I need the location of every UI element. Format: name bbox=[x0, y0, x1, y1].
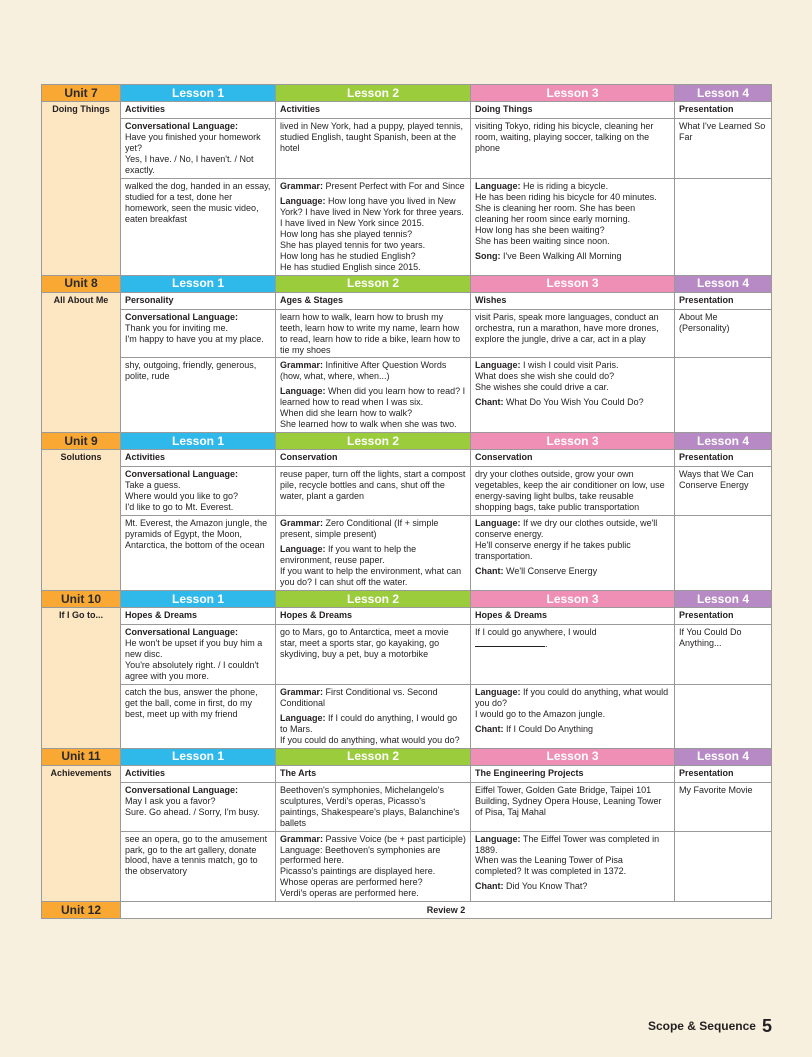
unit-label: Unit 8 bbox=[42, 275, 121, 292]
cell-line: visit Paris, speak more languages, conduct an orchestra, run a marathon, have more drones, explore the jungle, drive a car, act in a play bbox=[475, 311, 659, 344]
lesson-header: Lesson 1 bbox=[121, 748, 276, 765]
cell-line: visiting Tokyo, riding his bicycle, cleaning her room, waiting, playing soccer, talking on the phone bbox=[475, 121, 654, 153]
unit-label: Unit 12 bbox=[42, 902, 121, 919]
cell-line: First Conditional vs. Second Conditional bbox=[280, 686, 438, 708]
cell-block bbox=[475, 518, 670, 562]
cell-block bbox=[679, 469, 767, 491]
cell-block bbox=[280, 834, 466, 900]
topic-row bbox=[42, 607, 772, 624]
cell-line: learn how to walk, learn how to brush my teeth, learn how to write my name, learn how to read, learn how to ride a bike, learn how to tie my shoes bbox=[280, 311, 461, 355]
cell-line: Sure. Go ahead. / Sorry, I'm busy. bbox=[125, 806, 260, 817]
content-cell bbox=[675, 831, 772, 902]
cell-block bbox=[280, 360, 466, 382]
content-cell bbox=[121, 467, 276, 516]
cell-line: About Me (Personality) bbox=[679, 311, 730, 333]
cell-block bbox=[475, 687, 670, 720]
cell-line: He'll conserve energy if he takes public transportation. bbox=[475, 540, 631, 562]
topic-heading: Conservation bbox=[471, 450, 675, 467]
lesson-header: Lesson 4 bbox=[675, 85, 772, 102]
cell-block bbox=[280, 469, 466, 502]
content-cell bbox=[471, 178, 675, 275]
cell-block bbox=[475, 121, 670, 154]
lesson-header: Lesson 2 bbox=[276, 748, 471, 765]
cell-block: If I could go anywhere, I would . bbox=[475, 626, 597, 649]
cell-block bbox=[125, 312, 271, 345]
cell-line: My Favorite Movie bbox=[679, 784, 753, 795]
lesson-header: Lesson 2 bbox=[276, 85, 471, 102]
lesson-header: Lesson 3 bbox=[471, 275, 675, 292]
cell-line: She is cleaning her room. She has been cleaning her room since early morning. bbox=[475, 202, 636, 224]
content-cell bbox=[471, 684, 675, 748]
cell-label: Chant: bbox=[475, 566, 504, 577]
topic-heading: Hopes & Dreams bbox=[121, 607, 276, 624]
lesson-header: Lesson 1 bbox=[121, 275, 276, 292]
cell-line: If I could go anywhere, I would bbox=[475, 626, 597, 637]
cell-line: lived in New York, had a puppy, played tennis, studied English, taught Spanish, been at the hotel bbox=[280, 121, 463, 153]
content-cell bbox=[121, 119, 276, 179]
cell-label: Grammar: bbox=[280, 180, 324, 191]
content-row-bottom bbox=[42, 831, 772, 902]
cell-line: She has been waiting since noon. bbox=[475, 235, 610, 246]
cell-line: Yes, I have. / No, I haven't. / Not exactly. bbox=[125, 153, 254, 175]
cell-line: dry your clothes outside, grow your own vegetables, keep the air conditioner on low, use energy-saving light bulbs, take reusable shopping bags, take public transportation bbox=[475, 469, 665, 513]
topic-heading: Presentation bbox=[675, 765, 772, 782]
content-row-bottom bbox=[42, 516, 772, 591]
cell-line: I'd like to go to Mt. Everest. bbox=[125, 502, 234, 513]
unit-12-row bbox=[42, 902, 772, 919]
unit-theme: If I Go to... bbox=[42, 607, 121, 748]
content-cell bbox=[121, 178, 276, 275]
lesson-header: Lesson 1 bbox=[121, 433, 276, 450]
cell-label: Language: bbox=[475, 180, 521, 191]
content-cell bbox=[471, 119, 675, 179]
unit-header-row bbox=[42, 748, 772, 765]
topic-heading: Activities bbox=[121, 450, 276, 467]
lesson-header: Lesson 4 bbox=[675, 590, 772, 607]
topic-row bbox=[42, 292, 772, 309]
unit-theme: All About Me bbox=[42, 292, 121, 433]
cell-block bbox=[280, 121, 466, 154]
lesson-header: Lesson 3 bbox=[471, 433, 675, 450]
cell-block bbox=[475, 360, 670, 393]
topic-heading: Presentation bbox=[675, 102, 772, 119]
content-row-top bbox=[42, 624, 772, 684]
lesson-header: Lesson 4 bbox=[675, 275, 772, 292]
footer-title: Scope & Sequence bbox=[647, 1019, 756, 1033]
cell-line: How long have you lived in New York? I have lived in New York for three years. I have lived in New York since 2015. bbox=[280, 195, 464, 228]
content-cell bbox=[121, 516, 276, 591]
topic-heading: Presentation bbox=[675, 292, 772, 309]
cell-block bbox=[280, 196, 466, 273]
cell-label: Language: bbox=[280, 386, 326, 397]
cell-block bbox=[280, 312, 466, 356]
cell-line: Ways that We Can Conserve Energy bbox=[679, 469, 754, 491]
fill-in-blank bbox=[475, 638, 545, 647]
cell-line: If you could do anything, what would you do? bbox=[280, 734, 460, 745]
content-cell bbox=[276, 358, 471, 433]
cell-line: I've Been Walking All Morning bbox=[503, 250, 622, 261]
cell-label: Conversational Language: bbox=[125, 784, 239, 795]
cell-block bbox=[125, 518, 271, 551]
cell-block bbox=[280, 181, 466, 192]
cell-block bbox=[475, 312, 670, 345]
cell-label: Chant: bbox=[475, 881, 504, 892]
cell-line: Mt. Everest, the Amazon jungle, the pyramids of Egypt, the Moon, Antarctica, the bottom of the ocean bbox=[125, 518, 268, 551]
cell-block bbox=[475, 724, 670, 735]
unit-label: Unit 11 bbox=[42, 748, 121, 765]
cell-label: Grammar: bbox=[280, 833, 324, 844]
cell-block bbox=[475, 785, 670, 818]
content-row-bottom bbox=[42, 178, 772, 275]
content-cell bbox=[121, 782, 276, 831]
cell-line: If I could do anything, I would go to Mars. bbox=[280, 712, 458, 734]
cell-line: Whose operas are performed here? bbox=[280, 877, 423, 888]
content-cell bbox=[675, 178, 772, 275]
cell-block bbox=[280, 386, 466, 430]
content-cell bbox=[675, 782, 772, 831]
cell-line: What Do You Wish You Could Do? bbox=[506, 397, 644, 408]
cell-line: He has been riding his bicycle for 40 minutes. bbox=[475, 191, 657, 202]
cell-block bbox=[125, 469, 271, 513]
topic-heading: Activities bbox=[121, 765, 276, 782]
cell-line: Passive Voice (be + past participle) bbox=[325, 833, 466, 844]
topic-heading: Personality bbox=[121, 292, 276, 309]
lesson-header: Lesson 1 bbox=[121, 85, 276, 102]
cell-label: Language: bbox=[475, 833, 521, 844]
cell-line: Where would you like to go? bbox=[125, 491, 239, 502]
content-cell bbox=[121, 624, 276, 684]
page-number: 5 bbox=[761, 1016, 772, 1036]
cell-line: What I've Learned So Far bbox=[679, 121, 766, 142]
content-cell bbox=[276, 782, 471, 831]
cell-line: Zero Conditional (If + simple present, simple present) bbox=[280, 518, 439, 540]
lesson-header: Lesson 4 bbox=[675, 748, 772, 765]
content-cell bbox=[276, 684, 471, 748]
cell-line: I wish I could visit Paris. bbox=[523, 360, 619, 371]
content-cell bbox=[675, 467, 772, 516]
content-cell bbox=[276, 467, 471, 516]
cell-line: Thank you for inviting me. bbox=[125, 322, 229, 333]
topic-heading: Activities bbox=[121, 102, 276, 119]
cell-label: Chant: bbox=[475, 723, 504, 734]
content-cell bbox=[675, 516, 772, 591]
topic-heading: Hopes & Dreams bbox=[471, 607, 675, 624]
cell-line: When was the Leaning Tower of Pisa completed? It was completed in 1372. bbox=[475, 855, 627, 877]
cell-line: see an opera, go to the amusement park, go to the art gallery, donate blood, have a tennis match, go to the observatory bbox=[125, 833, 268, 877]
content-cell bbox=[471, 782, 675, 831]
cell-line: If we dry our clothes outside, we'll conserve energy. bbox=[475, 518, 658, 540]
topic-heading: Hopes & Dreams bbox=[276, 607, 471, 624]
content-cell bbox=[276, 516, 471, 591]
cell-block bbox=[475, 251, 670, 262]
page-footer bbox=[648, 1016, 772, 1037]
cell-line: The Eiffel Tower was completed in 1889. bbox=[475, 833, 660, 855]
cell-label: Conversational Language: bbox=[125, 469, 239, 480]
cell-line: If you could do anything, what would you do? bbox=[475, 686, 669, 708]
topic-heading: Activities bbox=[276, 102, 471, 119]
cell-label: Grammar: bbox=[280, 686, 324, 697]
lesson-header: Lesson 2 bbox=[276, 275, 471, 292]
unit-header-row bbox=[42, 275, 772, 292]
cell-line: reuse paper, turn off the lights, start a compost pile, recycle bottles and cans, shut off the water, plant a garden bbox=[280, 469, 466, 502]
content-cell bbox=[276, 624, 471, 684]
unit-theme: Achievements bbox=[42, 765, 121, 902]
cell-line: If you want to help the environment, reuse paper. bbox=[280, 544, 417, 566]
content-row-bottom bbox=[42, 684, 772, 748]
cell-line: walked the dog, handed in an essay, studied for a test, done her homework, seen the music video, eaten breakfast bbox=[125, 180, 271, 224]
content-cell bbox=[471, 516, 675, 591]
content-cell bbox=[675, 309, 772, 358]
content-cell bbox=[276, 119, 471, 179]
topic-row bbox=[42, 102, 772, 119]
content-cell bbox=[471, 831, 675, 902]
cell-block bbox=[280, 713, 466, 746]
cell-label: Chant: bbox=[475, 397, 504, 408]
cell-line: When did you learn how to read? I learned how to read when I was six. bbox=[280, 386, 466, 408]
unit-label: Unit 9 bbox=[42, 433, 121, 450]
cell-block bbox=[280, 518, 466, 540]
lesson-header: Lesson 3 bbox=[471, 85, 675, 102]
content-cell bbox=[121, 358, 276, 433]
cell-block bbox=[125, 834, 271, 878]
cell-block bbox=[125, 627, 271, 682]
content-row-top bbox=[42, 782, 772, 831]
cell-block bbox=[280, 544, 466, 588]
lesson-header: Lesson 4 bbox=[675, 433, 772, 450]
content-cell bbox=[471, 467, 675, 516]
cell-label: Grammar: bbox=[280, 360, 324, 371]
cell-block bbox=[280, 627, 466, 660]
cell-line: Present Perfect with For and Since bbox=[325, 180, 465, 191]
lesson-header: Lesson 2 bbox=[276, 433, 471, 450]
cell-block bbox=[679, 121, 767, 143]
cell-label: Language: bbox=[280, 544, 326, 555]
cell-line: How long has she played tennis? bbox=[280, 228, 413, 239]
content-cell bbox=[675, 358, 772, 433]
cell-line: He is riding a bicycle. bbox=[523, 180, 609, 191]
cell-block bbox=[475, 834, 670, 878]
cell-line: shy, outgoing, friendly, generous, polite, rude bbox=[125, 360, 257, 382]
cell-block bbox=[679, 627, 767, 649]
cell-line: Did You Know That? bbox=[506, 881, 588, 892]
cell-line: She has played tennis for two years. bbox=[280, 239, 426, 250]
topic-row bbox=[42, 450, 772, 467]
review-label: Review 2 bbox=[121, 902, 772, 919]
topic-heading: The Arts bbox=[276, 765, 471, 782]
content-cell bbox=[276, 831, 471, 902]
cell-block bbox=[280, 687, 466, 709]
unit-theme: Solutions bbox=[42, 450, 121, 591]
cell-line: We'll Conserve Energy bbox=[506, 566, 598, 577]
cell-block bbox=[125, 785, 271, 818]
lesson-header: Lesson 1 bbox=[121, 590, 276, 607]
cell-line: How long has she been waiting? bbox=[475, 224, 605, 235]
content-row-top bbox=[42, 467, 772, 516]
content-cell bbox=[471, 358, 675, 433]
content-row-top bbox=[42, 119, 772, 179]
cell-block bbox=[125, 121, 271, 176]
cell-block bbox=[679, 312, 767, 334]
cell-line: go to Mars, go to Antarctica, meet a movie star, meet a sports star, go kayaking, go skydiving, buy a pet, buy a motorbike bbox=[280, 626, 449, 659]
cell-block bbox=[475, 881, 670, 892]
scope-sequence-table bbox=[41, 84, 772, 919]
cell-label: Song: bbox=[475, 250, 501, 261]
cell-line: Picasso's paintings are displayed here. bbox=[280, 866, 436, 877]
cell-line: If you want to help the environment, what can you do? I can shut off the water. bbox=[280, 566, 462, 587]
content-cell bbox=[675, 684, 772, 748]
cell-line: Eiffel Tower, Golden Gate Bridge, Taipei 101 Building, Sydney Opera House, Leaning Tower of Pisa, Taj Mahal bbox=[475, 784, 662, 817]
content-cell bbox=[675, 119, 772, 179]
cell-block bbox=[475, 469, 670, 513]
topic-heading: Presentation bbox=[675, 607, 772, 624]
topic-heading: Conservation bbox=[276, 450, 471, 467]
cell-line: She learned how to walk when she was two. bbox=[280, 419, 457, 430]
cell-line: She wishes she could drive a car. bbox=[475, 382, 609, 393]
content-cell bbox=[276, 178, 471, 275]
cell-line: Beethoven's symphonies, Michelangelo's sculptures, Verdi's operas, Picasso's paintings, Shakespeare's plays, Balanchine's ballets bbox=[280, 784, 460, 828]
cell-label: Language: bbox=[475, 686, 521, 697]
cell-line: He won't be upset if you buy him a new disc. bbox=[125, 637, 263, 659]
unit-header-row bbox=[42, 433, 772, 450]
lesson-header: Lesson 3 bbox=[471, 590, 675, 607]
cell-block bbox=[280, 785, 466, 829]
unit-label: Unit 10 bbox=[42, 590, 121, 607]
content-cell bbox=[276, 309, 471, 358]
cell-line: I'm happy to have you at my place. bbox=[125, 333, 264, 344]
cell-block bbox=[475, 181, 670, 247]
content-cell bbox=[121, 684, 276, 748]
cell-line: May I ask you a favor? bbox=[125, 795, 216, 806]
unit-theme: Doing Things bbox=[42, 102, 121, 276]
cell-label: Language: bbox=[475, 360, 521, 371]
cell-line: I would go to the Amazon jungle. bbox=[475, 708, 606, 719]
unit-header-row bbox=[42, 85, 772, 102]
topic-row bbox=[42, 765, 772, 782]
content-cell bbox=[471, 624, 675, 684]
cell-label: Language: bbox=[280, 195, 326, 206]
content-cell bbox=[675, 624, 772, 684]
content-cell bbox=[121, 831, 276, 902]
cell-block bbox=[475, 566, 670, 577]
cell-label: Grammar: bbox=[280, 518, 324, 529]
unit-header-row bbox=[42, 590, 772, 607]
cell-line: catch the bus, answer the phone, get the ball, come in first, do my best, meet up with my friend bbox=[125, 686, 258, 719]
unit-label: Unit 7 bbox=[42, 85, 121, 102]
topic-heading: Presentation bbox=[675, 450, 772, 467]
cell-line: Take a guess. bbox=[125, 480, 181, 491]
cell-block bbox=[125, 181, 271, 225]
cell-line: Language: Beethoven's symphonies are performed here. bbox=[280, 844, 441, 866]
cell-line: When did she learn how to walk? bbox=[280, 408, 413, 419]
cell-line: Have you finished your homework yet? bbox=[125, 131, 261, 153]
cell-label: Conversational Language: bbox=[125, 311, 239, 322]
topic-heading: Ages & Stages bbox=[276, 292, 471, 309]
cell-label: Conversational Language: bbox=[125, 121, 239, 131]
cell-line: How long has he studied English? bbox=[280, 250, 416, 261]
cell-line: You're absolutely right. / I couldn't agree with you more. bbox=[125, 659, 259, 681]
topic-heading: The Engineering Projects bbox=[471, 765, 675, 782]
cell-line: What does she wish she could do? bbox=[475, 371, 615, 382]
content-cell bbox=[471, 309, 675, 358]
content-row-top bbox=[42, 309, 772, 358]
cell-line: Verdi's operas are performed here. bbox=[280, 888, 419, 899]
cell-label: Language: bbox=[475, 518, 521, 529]
cell-block bbox=[125, 687, 271, 720]
cell-label: Language: bbox=[280, 712, 326, 723]
content-row-bottom bbox=[42, 358, 772, 433]
cell-block bbox=[125, 360, 271, 382]
cell-line: Infinitive After Question Words (how, what, where, when...) bbox=[280, 360, 447, 382]
lesson-header: Lesson 2 bbox=[276, 590, 471, 607]
cell-block bbox=[475, 397, 670, 408]
cell-block bbox=[679, 785, 767, 796]
lesson-header: Lesson 3 bbox=[471, 748, 675, 765]
content-cell bbox=[121, 309, 276, 358]
topic-heading: Wishes bbox=[471, 292, 675, 309]
cell-line: He has studied English since 2015. bbox=[280, 261, 421, 272]
cell-label: Conversational Language: bbox=[125, 626, 239, 637]
topic-heading: Doing Things bbox=[471, 102, 675, 119]
cell-line: If I Could Do Anything bbox=[506, 723, 594, 734]
cell-line: If You Could Do Anything... bbox=[679, 626, 742, 648]
